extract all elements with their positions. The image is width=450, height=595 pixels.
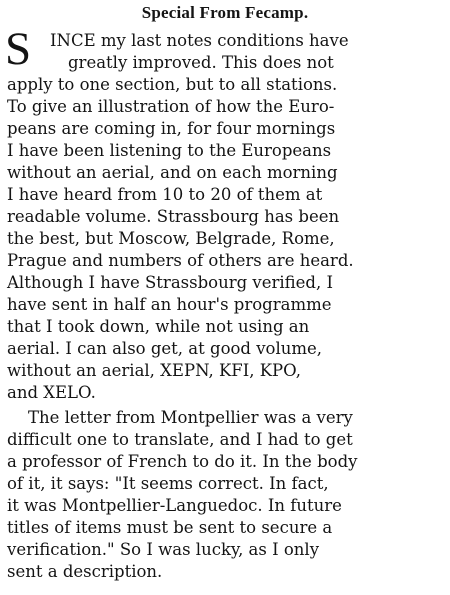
article-headline: Special From Fecamp. <box>141 3 309 22</box>
text-line: aerial. I can also get, at good volume, <box>7 339 323 358</box>
text-line: the best, but Moscow, Belgrade, Rome, <box>7 229 335 248</box>
text-line: greatly improved. This does not <box>68 53 334 72</box>
text-line: I have heard from 10 to 20 of them at <box>7 185 323 204</box>
text-line: it was Montpellier-Languedoc. In future <box>7 496 342 515</box>
text-line: sent a description. <box>7 562 163 581</box>
text-line: without an aerial, XEPN, KFI, KPO, <box>7 361 301 380</box>
text-line: peans are coming in, for four mornings <box>7 119 336 138</box>
text-line: verification." So I was lucky, as I only <box>7 540 320 559</box>
text-line: Although I have Strassbourg verified, I <box>7 273 334 292</box>
text-line: To give an illustration of how the Euro- <box>7 97 335 116</box>
text-line: The letter from Montpellier was a very <box>28 408 353 427</box>
text-line: and XELO. <box>7 383 96 402</box>
text-line: without an aerial, and on each morning <box>7 163 338 182</box>
text-line: that I took down, while not using an <box>7 317 310 336</box>
text-line: difficult one to translate, and I had to get <box>7 430 353 449</box>
text-line: a professor of French to do it. In the body <box>7 452 358 471</box>
drop-cap: S <box>5 23 32 75</box>
text-line: Prague and numbers of others are heard. <box>7 251 354 270</box>
text-line: titles of items must be sent to secure a <box>7 518 333 537</box>
text-line: of it, it says: "It seems correct. In fact, <box>7 474 329 493</box>
text-line: INCE my last notes conditions have <box>50 31 349 50</box>
text-line: readable volume. Strassbourg has been <box>7 207 340 226</box>
text-line: apply to one section, but to all stations. <box>7 75 338 94</box>
text-line: have sent in half an hour's programme <box>7 295 332 314</box>
text-line: I have been listening to the Europeans <box>7 141 332 160</box>
